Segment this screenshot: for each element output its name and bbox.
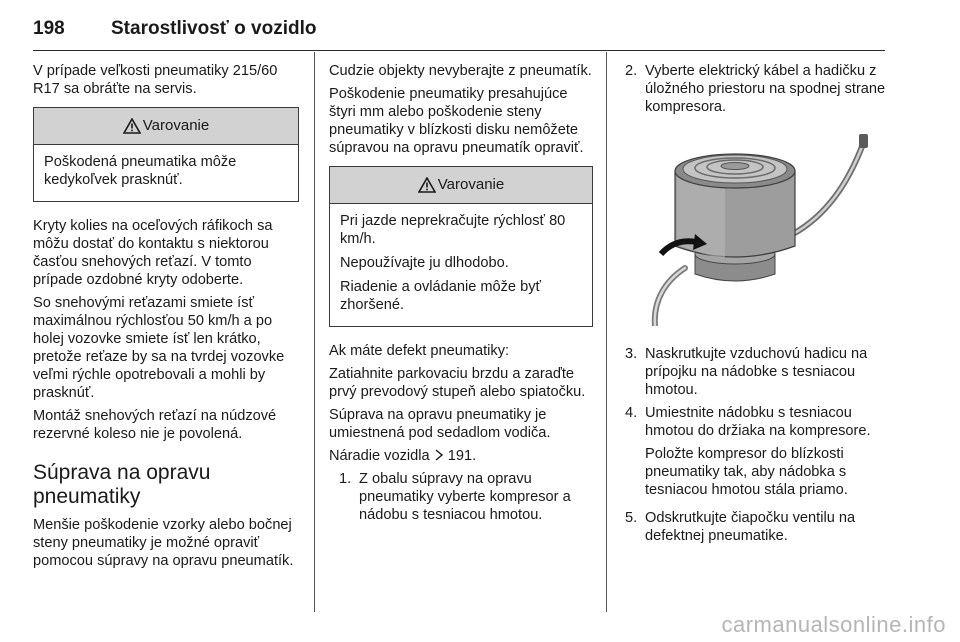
page-reference-arrow-icon [434,449,444,461]
paragraph: So snehovými reťazami smiete ísť maximálnou rýchlosťou 50 km/h a po holej vozovke smiete ísť len krátko, pretože reťaze by sa na tvrdej vozovke veľmi rýchle opotrebovali a mohli by prasknúť. [33,295,285,401]
column-2 [329,62,593,529]
step-number: 4. [625,405,638,421]
steps-list [329,470,593,524]
page-number: 198 [33,18,65,39]
section-intro: Menšie poškodenie vzorky alebo bočnej steny pneumatiky je možné opraviť pomocou súpravy na opravu pneumatík. [33,517,294,569]
warning-title: Varovanie [142,117,210,134]
warning-title: Varovanie [437,176,505,193]
step-number: 3. [625,346,638,362]
warning-text: Poškodená pneumatika môže kedykoľvek prasknúť. [44,154,237,188]
warning-triangle-icon [123,118,141,134]
column-divider-2 [606,52,607,612]
list-item [625,509,887,545]
step-number: 5. [625,510,638,526]
steps-list [625,62,887,116]
section-heading: Súprava na opravu pneumatiky [33,461,211,508]
list-item [625,404,887,504]
paragraph: Montáž snehových reťazí na núdzové rezervné koleso nie je povolená. [33,408,277,442]
step-text: Naskrutkujte vzduchovú hadicu na prípojku na nádobke s tesniacou hmotou. [645,346,868,398]
paragraph: Súprava na opravu pneumatiky je umiestnená pod sedadlom vodiča. [329,407,551,441]
paragraph: Zatiahnite parkovaciu brzdu a zaraďte prvý prevodový stupeň alebo spiatočku. [329,366,586,400]
step-text: Z obalu súpravy na opravu pneumatiky vyberte kompresor a nádobu s tesniacou hmotou. [359,471,571,523]
warning-triangle-icon [418,177,436,193]
tools-page-link[interactable]: 191. [447,448,477,464]
column-divider-1 [314,52,315,612]
chapter-title: Starostlivosť o vozidlo [111,18,317,39]
page-header [33,14,885,51]
paragraph: Poškodenie pneumatiky presahujúce štyri mm alebo poškodenie steny pneumatiky v blízkosti disku nemôžete súpravou na opravu pneumatík opraviť. [329,86,584,156]
warning-box [329,166,593,327]
column-1 [33,62,299,575]
warning-box [33,107,299,202]
warning-line: Nepoužívajte ju dlhodobo. [340,255,509,271]
watermark: carmanualsonline.info [721,612,946,637]
step-text: Vyberte elektrický kábel a hadičku z úložného priestoru na spodnej strane kompresora. [645,63,886,115]
warning-line: Riadenie a ovládanie môže byť zhoršené. [340,279,541,313]
tools-label: Náradie vozidla [329,448,430,464]
warning-line: Pri jazde neprekračujte rýchlosť 80 km/h. [340,213,566,247]
warning-header [34,108,298,145]
warning-header [330,167,592,204]
step-number: 1. [339,471,352,487]
step-text: Odskrutkujte čiapočku ventilu na defektnej pneumatike. [645,510,856,544]
list-item [625,62,887,116]
column-3 [625,62,887,550]
tools-reference [329,447,593,465]
compressor-illustration [625,126,887,331]
step-number: 2. [625,63,638,79]
paragraph: Cudzie objekty nevyberajte z pneumatík. [329,63,592,79]
list-item [339,470,593,524]
step-extra-text: Položte kompresor do blízkosti pneumatiky tak, aby nádobka s tesniacou hmotou stála priamo. [645,446,848,498]
steps-list [625,345,887,545]
step-text: Umiestnite nádobku s tesniacou hmotou do držiaka na kompresore. [645,405,871,439]
list-item [625,345,887,399]
intro-text: V prípade veľkosti pneumatiky 215/60 R17 sa obráťte na servis. [33,63,278,97]
paragraph: Kryty kolies na oceľových ráfikoch sa môžu dostať do kontaktu s niektorou časťou snehových reťazí. V tomto prípade ozdobné kryty odoberte. [33,218,273,288]
paragraph: Ak máte defekt pneumatiky: [329,343,510,359]
